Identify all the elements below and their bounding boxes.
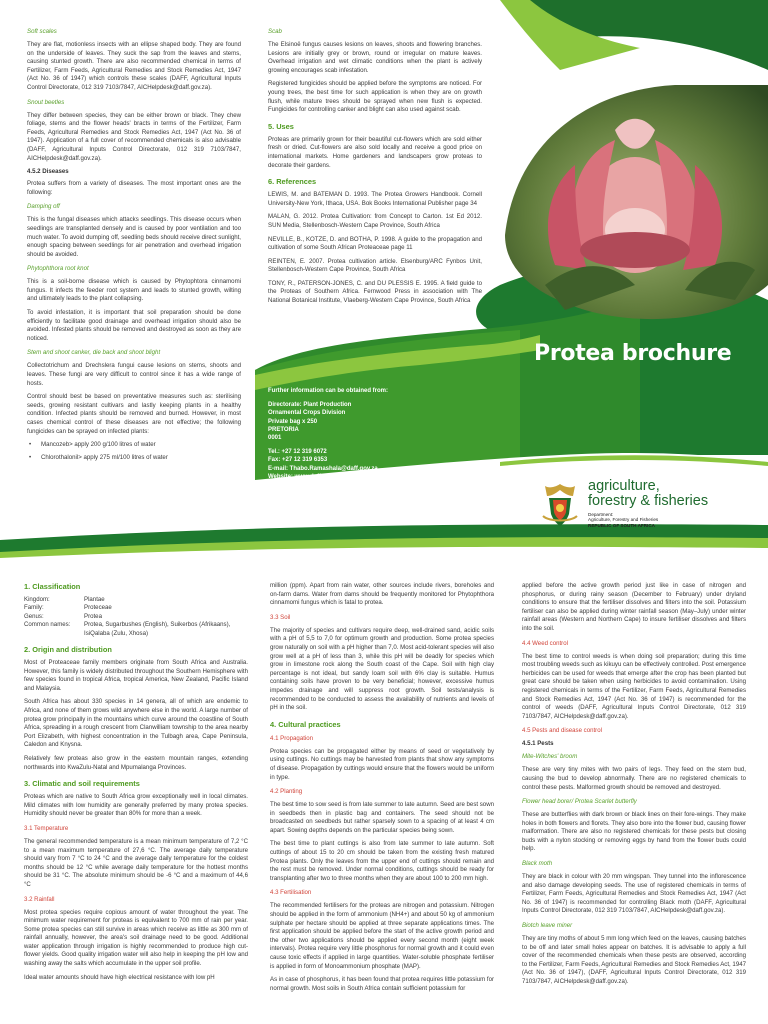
table-value: Plantae — [84, 596, 105, 603]
scab-text-2: Registered fungicides should be applied before the symptoms are noticed. For young trees, the best time for such application is when they are on growth flush, while mature trees should be sprayed when new flush is expected. Fungicides for controlling canker and blight can also used against scab. — [268, 80, 482, 114]
table-value: Proteceae — [84, 604, 112, 612]
stem-canker-heading: Stem and shoot canker, die back and shoot blight — [27, 349, 161, 357]
leave-miner-text: They are tiny moths of about 5 mm long which feed on the leaves, causing batches to be off and later small holes appear on batches. It is advisable to apply a full cover of the recommended chemicals when these pests are observed, according to the Fertilizer, Farm Feeds, Agricultural Remedies and Stock Remedies Act, 1947 (Act No. 36 of 1947), (DAFF, Agricultural Inputs Control Directorate, 012 319 7103/7847, AICHelpdesk@daff.gov.za). — [522, 935, 746, 985]
table-value: Protea, Sugarbushes (English), Suikerbos (Afrikaans), IsiQalaba (Zulu, Xhosa) — [84, 621, 231, 637]
contact-line: 0001 — [268, 435, 282, 442]
contact-block — [268, 387, 478, 481]
reference-item: REINTEN, E. 2007. Protea cultivation article. Elsenburg/ARC Fynbos Unit, Stellenbosch-Western Cape Province, South Africa — [268, 257, 482, 274]
black-moth-text: They are black in colour with 20 mm wingspan. They tunnel into the inflorescence and also damage developing seeds. The use of registered chemicals in terms of Fertilizer, Farm Feeds, Agricultural Remedies and Stock Remedies Act, 1947 (Act No. 36 of 1947) is recommended for controlling Black moth (DAFF, Agricultural Inputs Control Directorate, 012 319 7103/7847, AICHelpdesk@daff.gov.za). — [522, 873, 746, 915]
planting-heading: 4.2 Planting — [270, 788, 303, 796]
planting-text-2: The best time to plant cuttings is also from late summer to late autumn. Soft cuttings of about 15 to 20 cm should be taken from the existing fresh matured Protea plants. Only the leaves from the upper end of cuttings should remain and the rest must be removed. Under normal conditions, cuttings should be ready for transplanting after two to three months when they are about 100 to 200 mm high. — [270, 840, 494, 882]
propagation-heading: 4.1 Propagation — [270, 734, 314, 742]
inner-column-1 — [24, 582, 248, 987]
contact-line: PRETORIA — [268, 426, 299, 433]
classification-heading: 1. Classification — [24, 582, 81, 591]
snout-beetles-heading: Snout beetles — [27, 98, 65, 106]
table-value: Protea — [84, 612, 102, 620]
continued-text: applied before the active growth period just like in case of nitrogen and phosphorus, or during rainy season (December to February) under dryland conditions to ensure that the fertiliser dissolves and filters into the soil. Potassium fertiliser can also be applied during winter rainfall season (May–July) under winter rainfall areas (Western and Northern Cape) to insure fertiliser dissolves and filters into the soil. — [522, 582, 746, 632]
contact-line: Private bag x 250 — [268, 418, 318, 425]
mite-heading: Mite-Witches' broom — [522, 753, 578, 761]
diseases-text: Protea suffers from a variety of diseases. The most important ones are the following: — [27, 180, 241, 196]
department-line: Agriculture, Forestry and Fisheries — [588, 517, 659, 523]
planting-text-1: The best time to sow seed is from late summer to late autumn. Seed are best sown in seedbeds then in plastic bag and containers. The seed should not be broadcasted on seedbeds but rather sparsely sown to a spacing of at least 4 cm apart. Sowing depths depends on the particular species being sown. — [270, 801, 494, 834]
origin-text-3: Relatively few proteas also grow in the eastern mountain ranges, extending northwards into KwaZulu-Natal and Mpumalanga Provinces. — [24, 754, 248, 771]
borer-text: These are butterflies with dark brown or black lines on their fore-wings. They make holes in both flowers and florets. They also bore into the flower bud, causing flower malformation. There are also no registered chemicals for these pests but closing buds with a nylon stocking or removing eggs by hand from the flower buds could help. — [522, 811, 746, 853]
reference-item: MALAN, G. 2012. Protea Cultivation: from Concept to Carton. 1st Ed 2012. SUN Media, Stellenbosch-Western Cape Province, South Africa — [268, 213, 482, 229]
origin-text-1: Most of Proteaceae family members originate from South Africa and Australia. However, this family is widely distributed throughout the Southern Hemisphere with few species found in tropical Africa, tropical America, New Zealand, Pacific Island and Malaysia. — [24, 659, 248, 692]
contact-fax: Fax: +27 12 319 6353 — [268, 457, 328, 464]
reference-item: NEVILLE, B., KOTZE, D. and BOTHA, P. 1998. A guide to the propagation and cultivation of some South African Proteaceae page 11 — [268, 235, 482, 252]
diseases-heading: 4.5.2 Diseases — [27, 168, 69, 176]
reference-item: LEWIS, M. and BATEMAN D. 1993. The Protea Growers Handbook. Cornell University-New York, Ithaca, USA. Bok Books International Publisher page 34 — [268, 191, 482, 207]
protea-flower-photo — [505, 85, 768, 325]
phytophthora-heading: Phytophthora root knot — [27, 265, 89, 273]
contact-intro: Further information can be obtained from: — [268, 388, 389, 394]
rainfall-text-1: Most protea species require copious amount of water throughout the year. The minimum water requirement for proteas is equivalent to 700 mm of rain per year. Some protea species can still survive in areas which receive as little as 300 mm of rainfall annually, however, the area's soil drainage need to be good. Additional water application through irrigation is highly recommended to produce high cut-flower yields. Good quality irrigation water will also help in keeping the pH low and washing away the salts which accumulate in the upper soil profile. — [24, 908, 248, 968]
inner-column-3 — [522, 582, 746, 992]
origin-heading: 2. Origin and distribution — [24, 645, 112, 655]
soft-scales-text: They are flat, motionless insects with an ellipse shaped body. They are found on the underside of leaves. They suck the sap from the leaves and stems, causing stunted growth. There are also recommended chemical in terms of Fertilizer, Farm Feeds, Agricultural Remedies and Stock Remedies Act, 1947 (Act No. 36 of 1947) which controls these scales (DAFF, Agricultural Inputs Control Directorate, 012 319 7103/7847, AICHelpdesk@daff.gov.za). — [27, 41, 241, 91]
climate-heading: 3. Climatic and soil requirements — [24, 779, 140, 789]
pests-disease-heading: 4.5 Pests and disease control — [522, 727, 602, 735]
uses-heading: 5. Uses — [268, 121, 294, 131]
table-row — [24, 596, 248, 604]
table-row — [24, 604, 248, 612]
pests-heading: 4.5.1 Pests — [522, 740, 554, 748]
reference-item: TONY, R., PATERSON-JONES, C. and DU PLESSIS E. 1995. A field guide to the Proteas of Southern Africa. Fernwood Press in association with The National Botanical Institute, Vlaeberg-Western Cape Province, South Africa — [268, 279, 482, 305]
panel-column-2 — [268, 22, 482, 311]
snout-beetles-text: They differ between species, they can be either brown or black. They chew foliage, stems and the flower heads' bracts in terms of the Fertilizer, Farm Feeds, Agricultural Remedies and Stock Remedies Act, 1947 (Act No. 36 of 1947). Application of a full cover of recommended chemicals is also advisable (DAFF, Agricultural Inputs Control Directorate, 012 319 7103/7847, AICHelpdesk@daff.gov.za). — [27, 111, 241, 162]
black-moth-heading: Black moth — [522, 860, 553, 868]
soil-text: The majority of species and cultivars require deep, well-drained sand, acidic soils with a pH of 5,5 to 7,0 for optimum growth and production. Some protea species grow naturally on soil with a pH higher than 7,0. Most acid-tolerant species will also grow well at a pH of less than 3, while this pH will be deadly for species which grow in limestone rock along the South coast of the Cape. Soil with high clay percentage is not ideal, but sandy loam soil with 6% clay is suitable. Humus containing soils have proven to be very beneficial; however, excessive humus impedes drainage and will suppress root growth. Soil tests/analysis is recommended to be conducted to assess the availability of nutrients and levels of pH in the soil. — [270, 626, 494, 712]
scab-text-1: The Elsinoë fungus causes lesions on leaves, shoots and flowering branches. Lesions are initially grey or brown, round or irregular on mature leaves. Overhead irrigation and wet climatic conditions when the plant is actively growing encourages scab infestation. — [268, 41, 482, 74]
list-item: • Mancozeb> apply 200 g/100 litres of water — [27, 441, 241, 450]
table-key: Common names: — [24, 621, 71, 629]
weed-control-text: The best time to control weeds is when doing soil preparation; during this time most troubling weeds such as kikuyu can be effectively controlled. Post emergence herbicides can be used for weeds that emerge after the crop has been planted but great care should be taken when using herbicides to avoid contamination. Using registered chemicals in terms of the Fertilizer, Farm Feeds, Agricultural Remedies and Stock Remedies Act, 1947 (Act No. 36 of 1947) is recommended for the control of weeds (DAFF, Agricultural Inputs Control Directorate, 012 319 7103/7847, AICHelpdesk@daff.gov.za). — [522, 652, 746, 720]
contact-website[interactable]: Website: www.daff.gov.za — [268, 473, 341, 480]
table-key: Family: — [24, 604, 44, 612]
references-list — [268, 191, 482, 306]
fertilisation-text-2: As in case of phosphorus, it has been found that protea requires little potassium for normal growth. Most soils in South Africa contain sufficient potassium for — [270, 976, 494, 992]
phytophthora-text-1: This is a soil-borne disease which is caused by Phytophtora cinnamomi fungus. It infects the feeder root system and leads to stunted growth, wilting and ultimately leads to the plant collapsing. — [27, 278, 241, 303]
contact-line: Ornamental Crops Division — [268, 410, 346, 417]
stem-canker-text-2: Control should best be based on preventative measures such as: sterilising seeds, growing resistant cultivars and lastly keeping plants in a healthy condition. Infected plants should be removed and burned. However, in most cases chemical control of these diseases are not effective; the following fungicides can be sprayed on infected plants: — [27, 393, 241, 435]
table-row — [24, 621, 248, 638]
propagation-text: Protea species can be propagated either by means of seed or vegetatively by using cuttings. No cuttings may be harvested from plants that show any symptoms of disease. Propagation by cuttings would ensure that the flowers would be uniform in type. — [270, 747, 494, 781]
panel-column-1 — [27, 22, 241, 466]
department-label — [588, 512, 708, 523]
weed-control-heading: 4.4 Weed control — [522, 639, 568, 647]
fertilisation-heading: 4.3 Fertilisation — [270, 889, 312, 897]
republic-label: REPUBLIC OF SOUTH AFRICA — [588, 522, 655, 528]
department-line: Department: — [588, 512, 614, 517]
list-item: • Chlorothalonil> apply 275 ml/100 litres of water — [27, 454, 241, 463]
fungicide-list — [27, 441, 241, 462]
contact-email[interactable]: E-mail: Thabo.Ramashala@daff.gov.za — [268, 465, 378, 472]
contact-tel: Tel.: +27 12 319 6072 — [268, 449, 327, 456]
cultural-heading: 4. Cultural practices — [270, 719, 341, 729]
logo-line-2: forestry & fisheries — [588, 493, 709, 509]
table-row — [24, 613, 248, 621]
classification-table — [24, 596, 248, 638]
inner-column-2 — [270, 582, 494, 998]
borer-heading: Flower head borer/ Protea Scarlet butterfly — [522, 798, 637, 806]
climate-text: Proteas which are native to South Africa grow exceptionally well in local climates. Mild climates with low humidity are generally preferred by many protea species. Humidity should never be greater than 80% for more than a week. — [24, 793, 248, 818]
uses-text: Proteas are primarily grown for their beautiful cut-flowers which are sold either fresh or dried. Cut-flowers are also sold locally and receive a good price on international markets. Home gardeners and landscapers grow proteas to decorate their gardens. — [268, 135, 482, 169]
department-logo-text — [588, 479, 708, 528]
phytophthora-text-2: To avoid infestation, it is important that soil preparation should be done efficiently to facilitate good drainage and overhead irrigation should also be avoided. Infested plants should be removed and destroyed as soon as they are noticed. — [27, 309, 241, 342]
contact-line: Directorate: Plant Production — [268, 402, 352, 409]
stem-canker-text-1: Collectotrichum and Drechslera fungui cause lesions on stems, shoots and leaves. These fungi are very difficult to control since it has a wide range of hosts. — [27, 362, 241, 387]
rainfall-heading: 3.2 Rainfall — [24, 895, 55, 903]
logo-line-1: agriculture, — [588, 478, 660, 494]
coat-of-arms-logo — [539, 482, 581, 528]
rainfall-text-2: Ideal water amounts should have high electrical resistance with low pH — [24, 973, 215, 981]
temperature-text: The general recommended temperature is a mean minimum temperature of 7,2 °C to a mean maximum temperature of 27,6 °C. The average daily temperature should vary from 7 °C to 24 °C and the average daily temperature for the coldest months should be 12 °C while average daily temperature for the hottest months should be 31 °C. The absolute minimum should be -6 °C and a maximum of 44,6 °C — [24, 837, 248, 888]
damping-off-heading: Damping off — [27, 203, 60, 211]
references-heading: 6. References — [268, 177, 317, 187]
origin-text-2: South Africa has about 330 species in 14 genera, all of which are endemic to Africa, and none of them grows wild anywhere else in the world. A large number of protea grow principally in the mountains which curve around the coastline of South Africa, spreading in a rough crescent from Clanwilliam township to the area nearby Port Elizabeth, with highest concentration in the Tulbagh area, Cape Peninsula, Caledon and Knysna. — [24, 698, 248, 749]
leave-miner-heading: Biotch leave miner — [522, 922, 573, 930]
scab-heading: Scab — [268, 28, 282, 35]
table-key: Genus: — [24, 612, 44, 620]
soft-scales-heading: Soft scales — [27, 28, 57, 35]
fertilisation-text-1: The recommended fertilisers for the proteas are nitrogen and potassium. Nitrogen should be applied in the form of ammonium (NH4+) and about 50 kg of ammonium sulphate per hectare should be applied at three separate applications times. The first application should be applied before the start of the active growth period and the other two applications should be applied every second month (eight week intervals). Protea require very little phosphorus for normal growth and it could even cause toxic effects if applied in large quantities. Water-soluble phosphate fertiliser is applied in form of Monoammonium phosphate (MAP). — [270, 902, 494, 970]
temperature-heading: 3.1 Temperature — [24, 824, 69, 832]
soil-heading: 3.3 Soil — [270, 613, 291, 621]
table-key: Kingdom: — [24, 596, 50, 603]
brochure-title: Protea brochure — [534, 341, 732, 366]
continued-text: million (ppm). Apart from rain water, other sources include rivers, boreholes and on-farm dams. Water from dams should be frequently monitored for Phytophthora cinnamomi fungus which is fatal to protea. — [270, 582, 494, 607]
mite-text: These are very tiny mites with two pairs of legs. They feed on the stem bud, causing the bud to develop abnormally. There are no registered chemicals to control these pests. Malformed growth should be removed and destroyed. — [522, 766, 746, 791]
damping-off-text: This is the fungal diseases which attacks seedlings. This disease occurs when seedlings are transplanted densely and is caused by poor ventilation and too much water. To avoid dumping off, seedling beds should receive direct sunlight, enough spacing between seedlings for air penetration and overhead irrigation should be avoided. — [27, 216, 241, 258]
